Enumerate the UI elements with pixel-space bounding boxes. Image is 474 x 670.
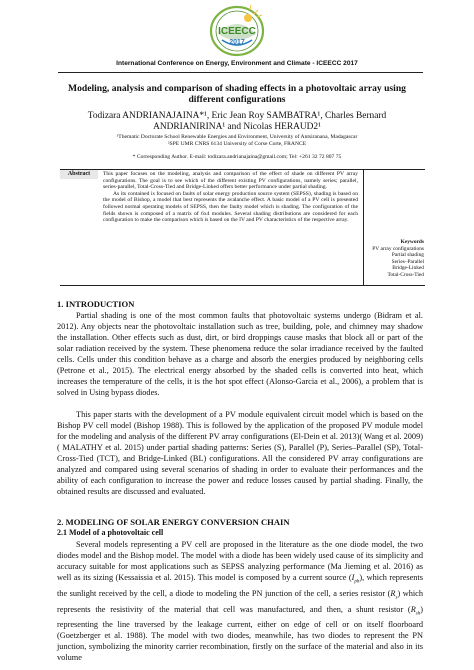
paper-title-line2: different configurations: [188, 94, 286, 105]
corresponding-author: * Corresponding Author. E-mail: todizara.andrianajaina@gmail.com; Tel: +261 32 72 807 75: [132, 154, 342, 160]
text-run: ) which represents the resistivity of the material that cell was manufactured, and then, a shunt resistor (: [57, 588, 423, 614]
keyword: Bridge-Linked: [392, 265, 424, 272]
paragraph-text: Partial shading is one of the most common faults that photovoltaic systems undergo (Bidram et al. 2012). Any objects near the photovoltaic installation such as tree, building, pole, and chimney may shadow the installation. Other effects such as dust, dirt, or bird droppings cause masks that block all or part of the solar radiation received by the system. These phenomena reduce the solar irradiance received by the faulted cells. Cells under this condition behave as a charge and absorb the energies produced by neighboring cells (Petrone et al., 2015). The electrical energy absorbed by the shaded cells is converted into heat, which increases the temperature of the cells, it is the hot spot effect (Alonso-Garcia et al., 2006), a problem that is solved in Using bypass diodes.: [57, 311, 423, 398]
keywords-title: Keywords: [400, 239, 424, 245]
paragraph-text: This paper starts with the development of a PV module equivalent circuit model which is based on the Bishop PV cell model (Bishop 1988). This is followed by the application of the proposed PV module model for the modeling and analysis of the different PV array configurations (El-Dein et al. 2013)( Wang et al. 2009)( MALATHY et al. 2015) under partial shading patterns: Series (S), Parallel (P), Series–Parallel (SP), Total-Cross-Tied (TCT), and Bridge-Linked (BL) configurations. All the considered PV array configurations are analyzed and compared using several scenarios of shading in order to evaluate their performances and the ability of each configuration to increase the power and reduce losses caused by partial shading. Finally, the obtained results are discussed and evaluated.: [57, 410, 423, 497]
keywords-block: [368, 239, 424, 279]
svg-text:ICEECC: ICEECC: [218, 26, 256, 37]
modeling-paragraph-1: [57, 539, 423, 663]
section-heading-introduction: 1. INTRODUCTION: [57, 299, 135, 309]
introduction-paragraph-2: [57, 409, 423, 497]
keyword: Partial shading: [391, 252, 424, 259]
abstract-paragraph: As its contained is focused on faults of solar energy production source system (SEPSS), shading is based on the model of Bishop, a model that best represents the avalanche effect. A basic model of a PV cell is presented followed normal operating models of SEPSS, then the faulty model which is shading. The configuration of the fields shown is composed of a matrix of 6x4 modules. Several shading distributions are considered for each configuration to make the comparison which is based on the IV and PV characteristics of the respective array.: [103, 190, 358, 224]
authors-line2: ANDRIANIRINA¹ and Nicolas HERAUD2¹: [153, 122, 321, 132]
paper-title: [60, 83, 414, 105]
keyword: PV array configurations: [372, 245, 424, 252]
affiliations: [60, 134, 414, 148]
symbol-iph-subscript: ph: [354, 579, 360, 585]
keyword: Total-Cross-Tied: [387, 271, 424, 278]
text-run: Several models representing a PV cell are proposed in the literature as the one diode model, the two diodes model and the Bishop model. The model with a diode has been widely used cause of its simplicity and accuracy suitable for most applications such as SEPSS analyzing performance (Ma Jieming et al. 2016) as well as its sizing (Kessaissia et al. 2015). This model is composed by a current source (: [57, 540, 423, 583]
abstract-paragraph: This paper focuses on the modeling, analysis and comparison of the effect of shade on different PV array configurations. The goal is to see which of the different existing PV configurations, namely series; parallel, series-parallel, Total-Cross-Tied and Bridge-Linked offers better performance under partial shading.: [103, 171, 358, 191]
introduction-paragraph-1: [57, 310, 423, 398]
affiliation-2: ²SPE UMR CNRS 6134 University of Corse Corte, FRANCE: [167, 141, 307, 147]
author-list: [60, 111, 414, 133]
authors-line1: Todizara ANDRIANAJAINA*¹, Eric Jean Roy SAMBATRA¹, Charles Bernard: [87, 111, 387, 121]
text-run: ) representing the line traversed by the leakage current, either on edge of cell or on itself floorboard (Goetzberger et al. 1988). The model with two diodes, meanwhile, has two diodes to represent the PN junction, symbolizing the minority carrier recombination, firstly on the surface of the material and also in its volume: [57, 604, 423, 663]
subsection-heading-pv-cell: 2.1 Model of a photovoltaic cell: [57, 528, 164, 537]
keyword: Series–Parallel: [391, 258, 424, 265]
svg-text:2017: 2017: [229, 39, 245, 46]
conference-logo: [196, 4, 278, 58]
affiliation-1: ¹Thematic Doctorate School Renewable Energies and Environment, University of Antsiranana, Madagascar: [116, 134, 358, 140]
paper-title-line1: Modeling, analysis and comparison of shading effects in a photovoltaic array using: [68, 83, 406, 94]
paragraph-text: [57, 539, 423, 663]
conference-title: International Conference on Energy, Environment and Climate - ICEECC 2017: [116, 60, 358, 67]
header-divider: [58, 72, 423, 73]
symbol-rs: R: [390, 588, 396, 598]
section-heading-modeling: 2. MODELING OF SOLAR ENERGY CONVERSION CHAIN: [57, 517, 290, 527]
abstract-label: Abstract: [60, 170, 98, 179]
text-run: ), which represents the sunlight received by the cell, a diode to modeling the PN junction of the cell, a series resistor (: [57, 573, 423, 598]
symbol-rsh-subscript: sh: [415, 611, 421, 617]
abstract-text: [103, 171, 358, 224]
symbol-rsh: R: [410, 604, 416, 614]
abstract-divider: [363, 169, 364, 285]
symbol-iph: I: [351, 573, 355, 583]
symbol-rs-subscript: s: [395, 595, 398, 601]
